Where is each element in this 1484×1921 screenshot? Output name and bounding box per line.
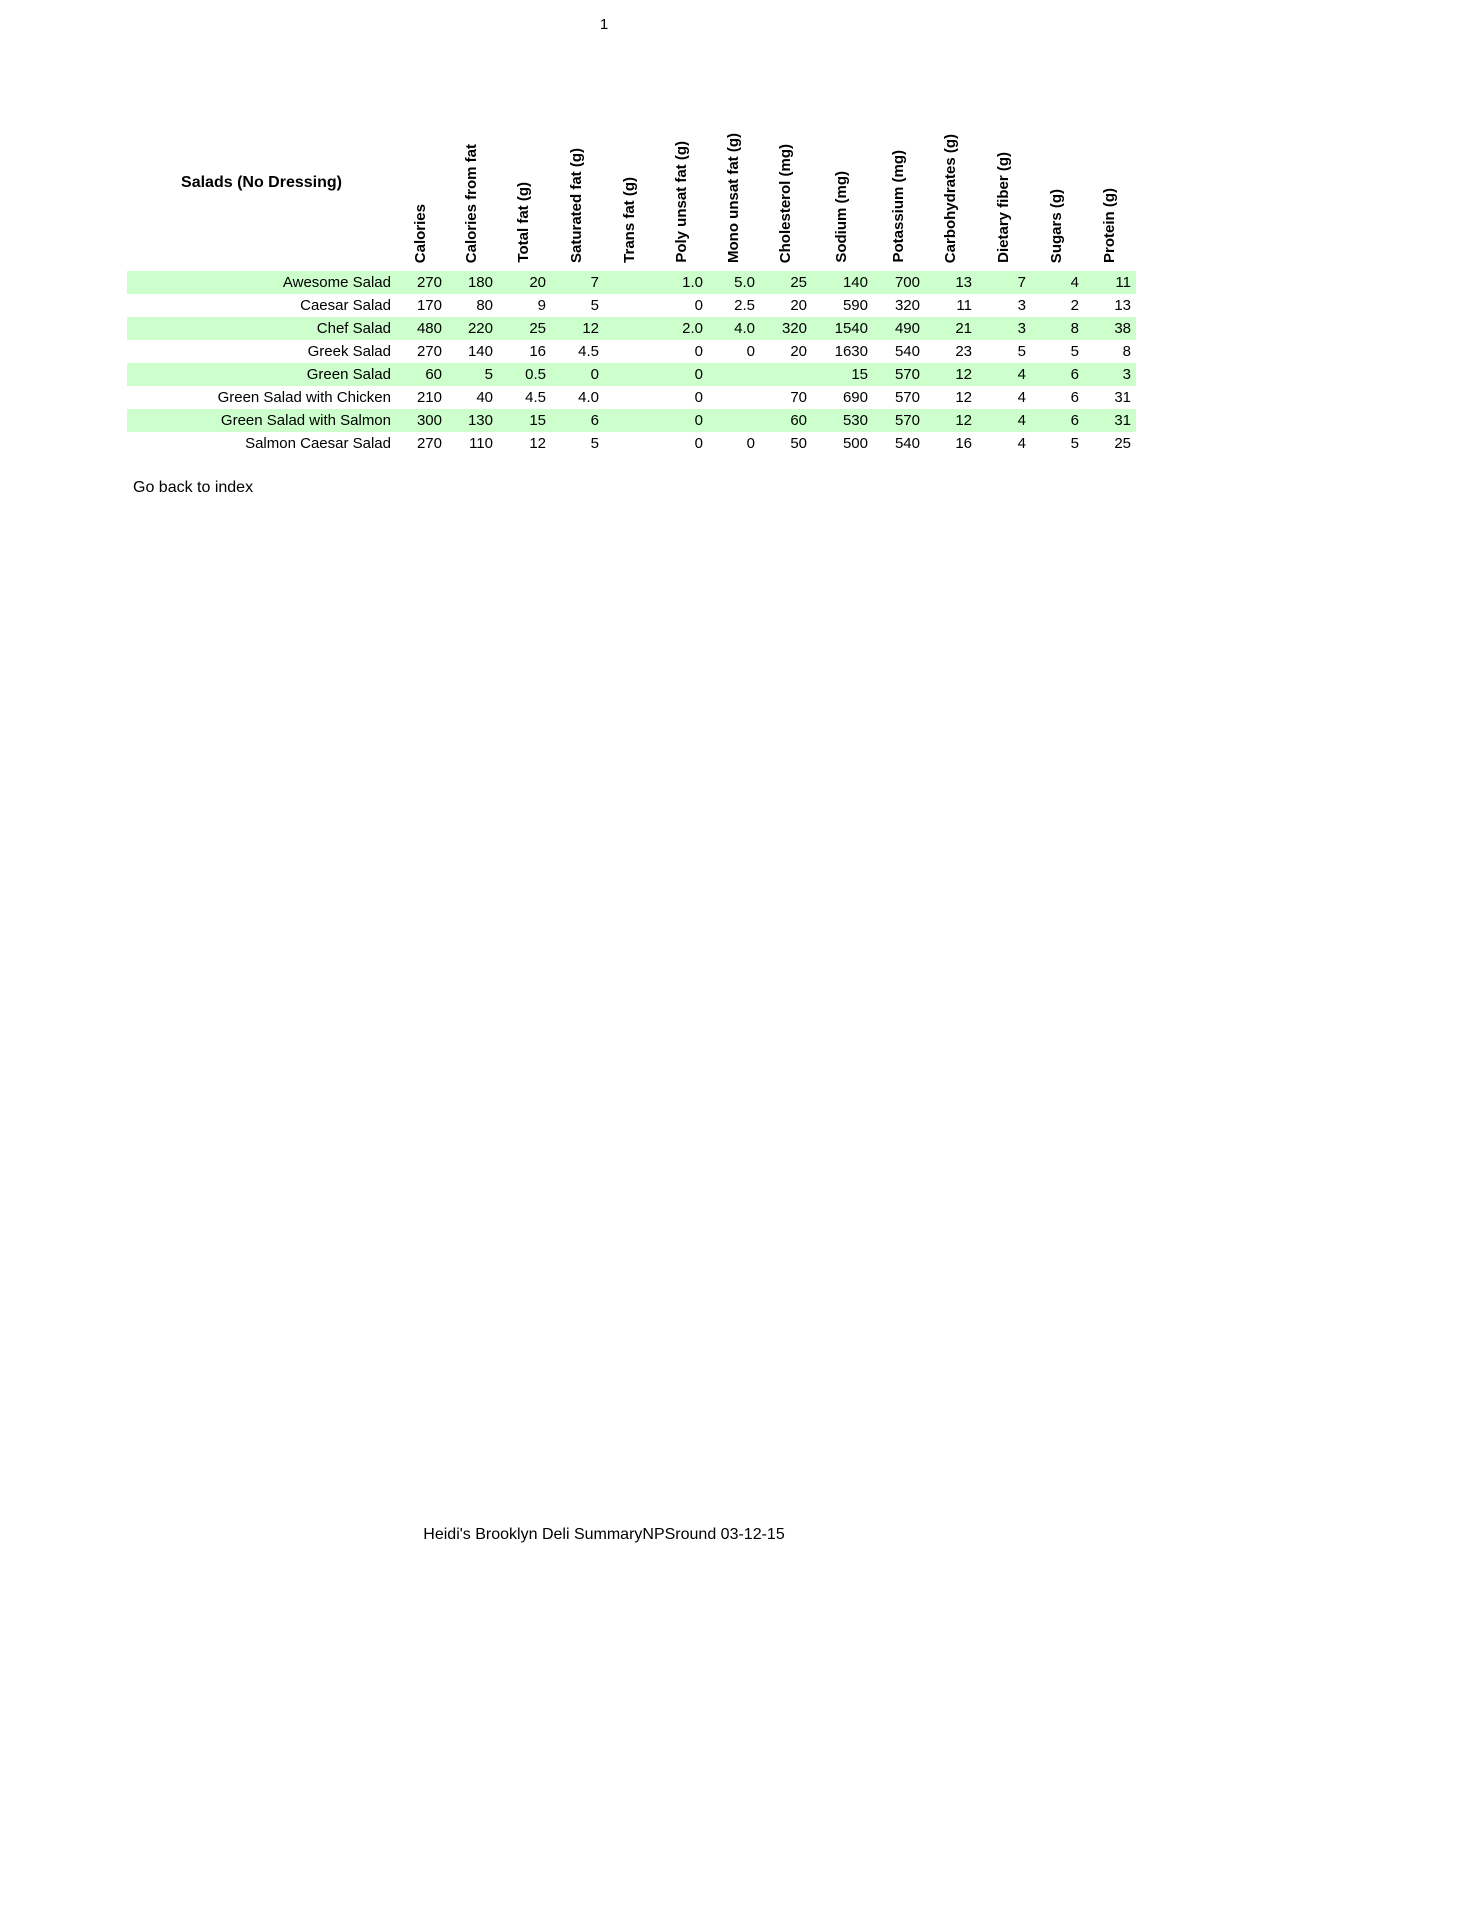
nutrition-value-cell: 20 — [790, 297, 807, 314]
header-row — [127, 95, 1136, 271]
nutrition-value-cell: 60 — [425, 366, 442, 383]
column-header-label: Dietary fiber (g) — [994, 152, 1012, 263]
nutrition-value-cell: 270 — [416, 435, 442, 452]
row-label: Green Salad — [306, 366, 391, 383]
nutrition-table — [127, 95, 1136, 455]
nutrition-value-cell: 500 — [842, 435, 868, 452]
column-header-label: Saturated fat (g) — [568, 147, 586, 263]
nutrition-value-cell: 20 — [529, 274, 546, 291]
nutrition-value-cell: 0 — [694, 297, 703, 314]
nutrition-value-cell: 3 — [1017, 320, 1026, 337]
nutrition-value-cell: 530 — [842, 412, 868, 429]
nutrition-value-cell: 140 — [842, 274, 868, 291]
nutrition-value-cell: 0 — [694, 412, 703, 429]
table-row — [127, 386, 1136, 409]
nutrition-value-cell — [708, 386, 760, 409]
nutrition-value-cell: 480 — [416, 320, 442, 337]
column-header — [708, 95, 760, 271]
nutrition-value-cell: 4.0 — [578, 389, 599, 406]
nutrition-value-cell: 9 — [537, 297, 546, 314]
nutrition-value-cell: 31 — [1114, 389, 1131, 406]
row-label: Awesome Salad — [282, 274, 391, 291]
nutrition-value-cell: 5 — [1017, 343, 1026, 360]
nutrition-value-cell: 2.0 — [682, 320, 703, 337]
nutrition-value-cell: 16 — [955, 435, 972, 452]
nutrition-value-cell: 25 — [529, 320, 546, 337]
column-header — [604, 95, 656, 271]
table-row — [127, 271, 1136, 294]
nutrition-value-cell: 12 — [955, 366, 972, 383]
table-row — [127, 317, 1136, 340]
nutrition-value-cell: 7 — [1017, 274, 1026, 291]
nutrition-value-cell: 110 — [469, 435, 493, 452]
table-title: Salads (No Dressing) — [181, 174, 342, 191]
row-label: Salmon Caesar Salad — [245, 435, 391, 452]
column-header — [1031, 95, 1084, 271]
nutrition-value-cell: 6 — [1070, 366, 1079, 383]
nutrition-value-cell: 570 — [894, 412, 920, 429]
row-label: Chef Salad — [316, 320, 391, 337]
nutrition-value-cell: 23 — [955, 343, 972, 360]
nutrition-value-cell: 20 — [790, 343, 807, 360]
nutrition-value-cell: 570 — [894, 366, 920, 383]
nutrition-value-cell: 4 — [1017, 435, 1026, 452]
nutrition-value-cell: 21 — [955, 320, 972, 337]
nutrition-value-cell: 170 — [416, 297, 442, 314]
nutrition-value-cell: 13 — [955, 274, 972, 291]
nutrition-value-cell: 4 — [1017, 412, 1026, 429]
nutrition-value-cell: 3 — [1122, 366, 1131, 383]
nutrition-value-cell: 12 — [582, 320, 599, 337]
nutrition-value-cell: 300 — [416, 412, 442, 429]
nutrition-value-cell: 2 — [1070, 297, 1079, 314]
column-header — [447, 95, 498, 271]
page-number: 1 — [599, 16, 609, 33]
document-footer: Heidi's Brooklyn Deli SummaryNPSround 03-12-15 — [423, 1526, 785, 1543]
nutrition-value-cell: 13 — [1114, 297, 1131, 314]
nutrition-value-cell: 2.5 — [734, 297, 755, 314]
nutrition-value-cell: 5 — [1070, 435, 1079, 452]
column-header-label: Sodium (mg) — [833, 171, 851, 263]
nutrition-value-cell: 270 — [416, 274, 442, 291]
nutrition-value-cell: 1.0 — [682, 274, 703, 291]
nutrition-value-cell: 0.5 — [525, 366, 546, 383]
nutrition-value-cell — [604, 340, 656, 363]
nutrition-value-cell: 570 — [894, 389, 920, 406]
column-header — [498, 95, 551, 271]
column-header — [656, 95, 708, 271]
column-header-label: Mono unsat fat (g) — [724, 133, 742, 263]
column-header-label: Sugars (g) — [1048, 188, 1066, 263]
nutrition-value-cell — [708, 363, 760, 386]
nutrition-value-cell: 180 — [467, 274, 493, 291]
nutrition-value-cell: 12 — [955, 389, 972, 406]
column-header — [977, 95, 1031, 271]
table-body — [127, 271, 1136, 455]
nutrition-value-cell: 220 — [467, 320, 493, 337]
nutrition-value-cell: 8 — [1122, 343, 1131, 360]
nutrition-value-cell: 690 — [842, 389, 868, 406]
nutrition-value-cell: 0 — [694, 389, 703, 406]
nutrition-value-cell: 25 — [790, 274, 807, 291]
nutrition-value-cell: 210 — [416, 389, 442, 406]
nutrition-value-cell: 16 — [529, 343, 546, 360]
nutrition-value-cell: 3 — [1017, 297, 1026, 314]
nutrition-value-cell: 320 — [781, 320, 807, 337]
nutrition-value-cell: 12 — [955, 412, 972, 429]
nutrition-value-cell: 5 — [1070, 343, 1079, 360]
go-back-to-index-link[interactable]: Go back to index — [133, 479, 254, 496]
nutrition-value-cell: 6 — [1070, 412, 1079, 429]
nutrition-value-cell: 5.0 — [734, 274, 755, 291]
column-header-label: Protein (g) — [1100, 188, 1118, 263]
nutrition-value-cell: 320 — [894, 297, 920, 314]
table-row — [127, 409, 1136, 432]
nutrition-value-cell — [604, 409, 656, 432]
nutrition-value-cell: 0 — [694, 343, 703, 360]
column-header — [551, 95, 604, 271]
column-header-label: Poly unsat fat (g) — [672, 141, 690, 263]
nutrition-value-cell: 38 — [1114, 320, 1131, 337]
nutrition-value-cell: 7 — [590, 274, 599, 291]
nutrition-value-cell: 130 — [467, 412, 493, 429]
nutrition-value-cell: 8 — [1070, 320, 1079, 337]
column-header-label: Potassium (mg) — [889, 150, 907, 263]
nutrition-value-cell: 540 — [894, 343, 920, 360]
nutrition-value-cell: 490 — [894, 320, 920, 337]
nutrition-value-cell: 0 — [746, 435, 755, 452]
column-header-label: Cholesterol (mg) — [776, 143, 794, 263]
nutrition-value-cell: 4 — [1017, 389, 1026, 406]
nutrition-value-cell: 5 — [590, 297, 599, 314]
nutrition-value-cell: 15 — [529, 412, 546, 429]
nutrition-value-cell: 700 — [894, 274, 920, 291]
nutrition-value-cell: 540 — [894, 435, 920, 452]
column-header-label: Calories — [412, 203, 430, 263]
column-header-label: Trans fat (g) — [620, 177, 638, 263]
nutrition-value-cell — [708, 409, 760, 432]
nutrition-value-cell: 140 — [467, 343, 493, 360]
nutrition-value-cell — [604, 271, 656, 294]
nutrition-value-cell: 5 — [590, 435, 599, 452]
nutrition-value-cell: 6 — [590, 412, 599, 429]
nutrition-value-cell: 40 — [476, 389, 493, 406]
nutrition-value-cell — [604, 386, 656, 409]
nutrition-value-cell: 6 — [1070, 389, 1079, 406]
nutrition-value-cell: 0 — [746, 343, 755, 360]
row-label: Green Salad with Salmon — [220, 412, 391, 429]
nutrition-value-cell: 1540 — [834, 320, 868, 337]
column-header — [925, 95, 977, 271]
nutrition-value-cell — [760, 363, 812, 386]
column-header-label: Calories from fat — [463, 143, 481, 263]
nutrition-value-cell: 5 — [484, 366, 493, 383]
column-header — [812, 95, 873, 271]
column-header — [760, 95, 812, 271]
nutrition-value-cell: 25 — [1114, 435, 1131, 452]
table-row — [127, 294, 1136, 317]
nutrition-value-cell: 50 — [790, 435, 807, 452]
column-header — [396, 95, 447, 271]
nutrition-value-cell — [604, 363, 656, 386]
nutrition-value-cell: 590 — [842, 297, 868, 314]
nutrition-value-cell: 4 — [1017, 366, 1026, 383]
nutrition-value-cell: 60 — [790, 412, 807, 429]
nutrition-value-cell: 0 — [694, 435, 703, 452]
row-label: Green Salad with Chicken — [217, 389, 391, 406]
column-header-label: Total fat (g) — [515, 182, 533, 263]
nutrition-value-cell: 1630 — [834, 343, 868, 360]
nutrition-value-cell: 0 — [590, 366, 599, 383]
nutrition-value-cell: 70 — [790, 389, 807, 406]
nutrition-value-cell — [604, 317, 656, 340]
column-header — [873, 95, 925, 271]
row-label: Greek Salad — [307, 343, 391, 360]
nutrition-value-cell — [604, 432, 656, 455]
nutrition-value-cell: 4.0 — [734, 320, 755, 337]
nutrition-value-cell: 270 — [416, 343, 442, 360]
nutrition-value-cell: 11 — [956, 297, 972, 314]
table-row — [127, 340, 1136, 363]
nutrition-value-cell: 31 — [1114, 412, 1131, 429]
column-header-label: Carbohydrates (g) — [941, 133, 959, 263]
nutrition-value-cell: 0 — [694, 366, 703, 383]
nutrition-value-cell: 15 — [851, 366, 868, 383]
nutrition-value-cell: 4.5 — [578, 343, 599, 360]
column-header — [1084, 95, 1136, 271]
nutrition-table-wrap — [127, 95, 1136, 455]
nutrition-value-cell: 4.5 — [525, 389, 546, 406]
table-row — [127, 363, 1136, 386]
nutrition-value-cell: 80 — [476, 297, 493, 314]
table-row — [127, 432, 1136, 455]
nutrition-value-cell: 11 — [1115, 274, 1131, 291]
nutrition-value-cell: 4 — [1070, 274, 1079, 291]
row-label: Caesar Salad — [300, 297, 391, 314]
nutrition-value-cell — [604, 294, 656, 317]
nutrition-value-cell: 12 — [529, 435, 546, 452]
